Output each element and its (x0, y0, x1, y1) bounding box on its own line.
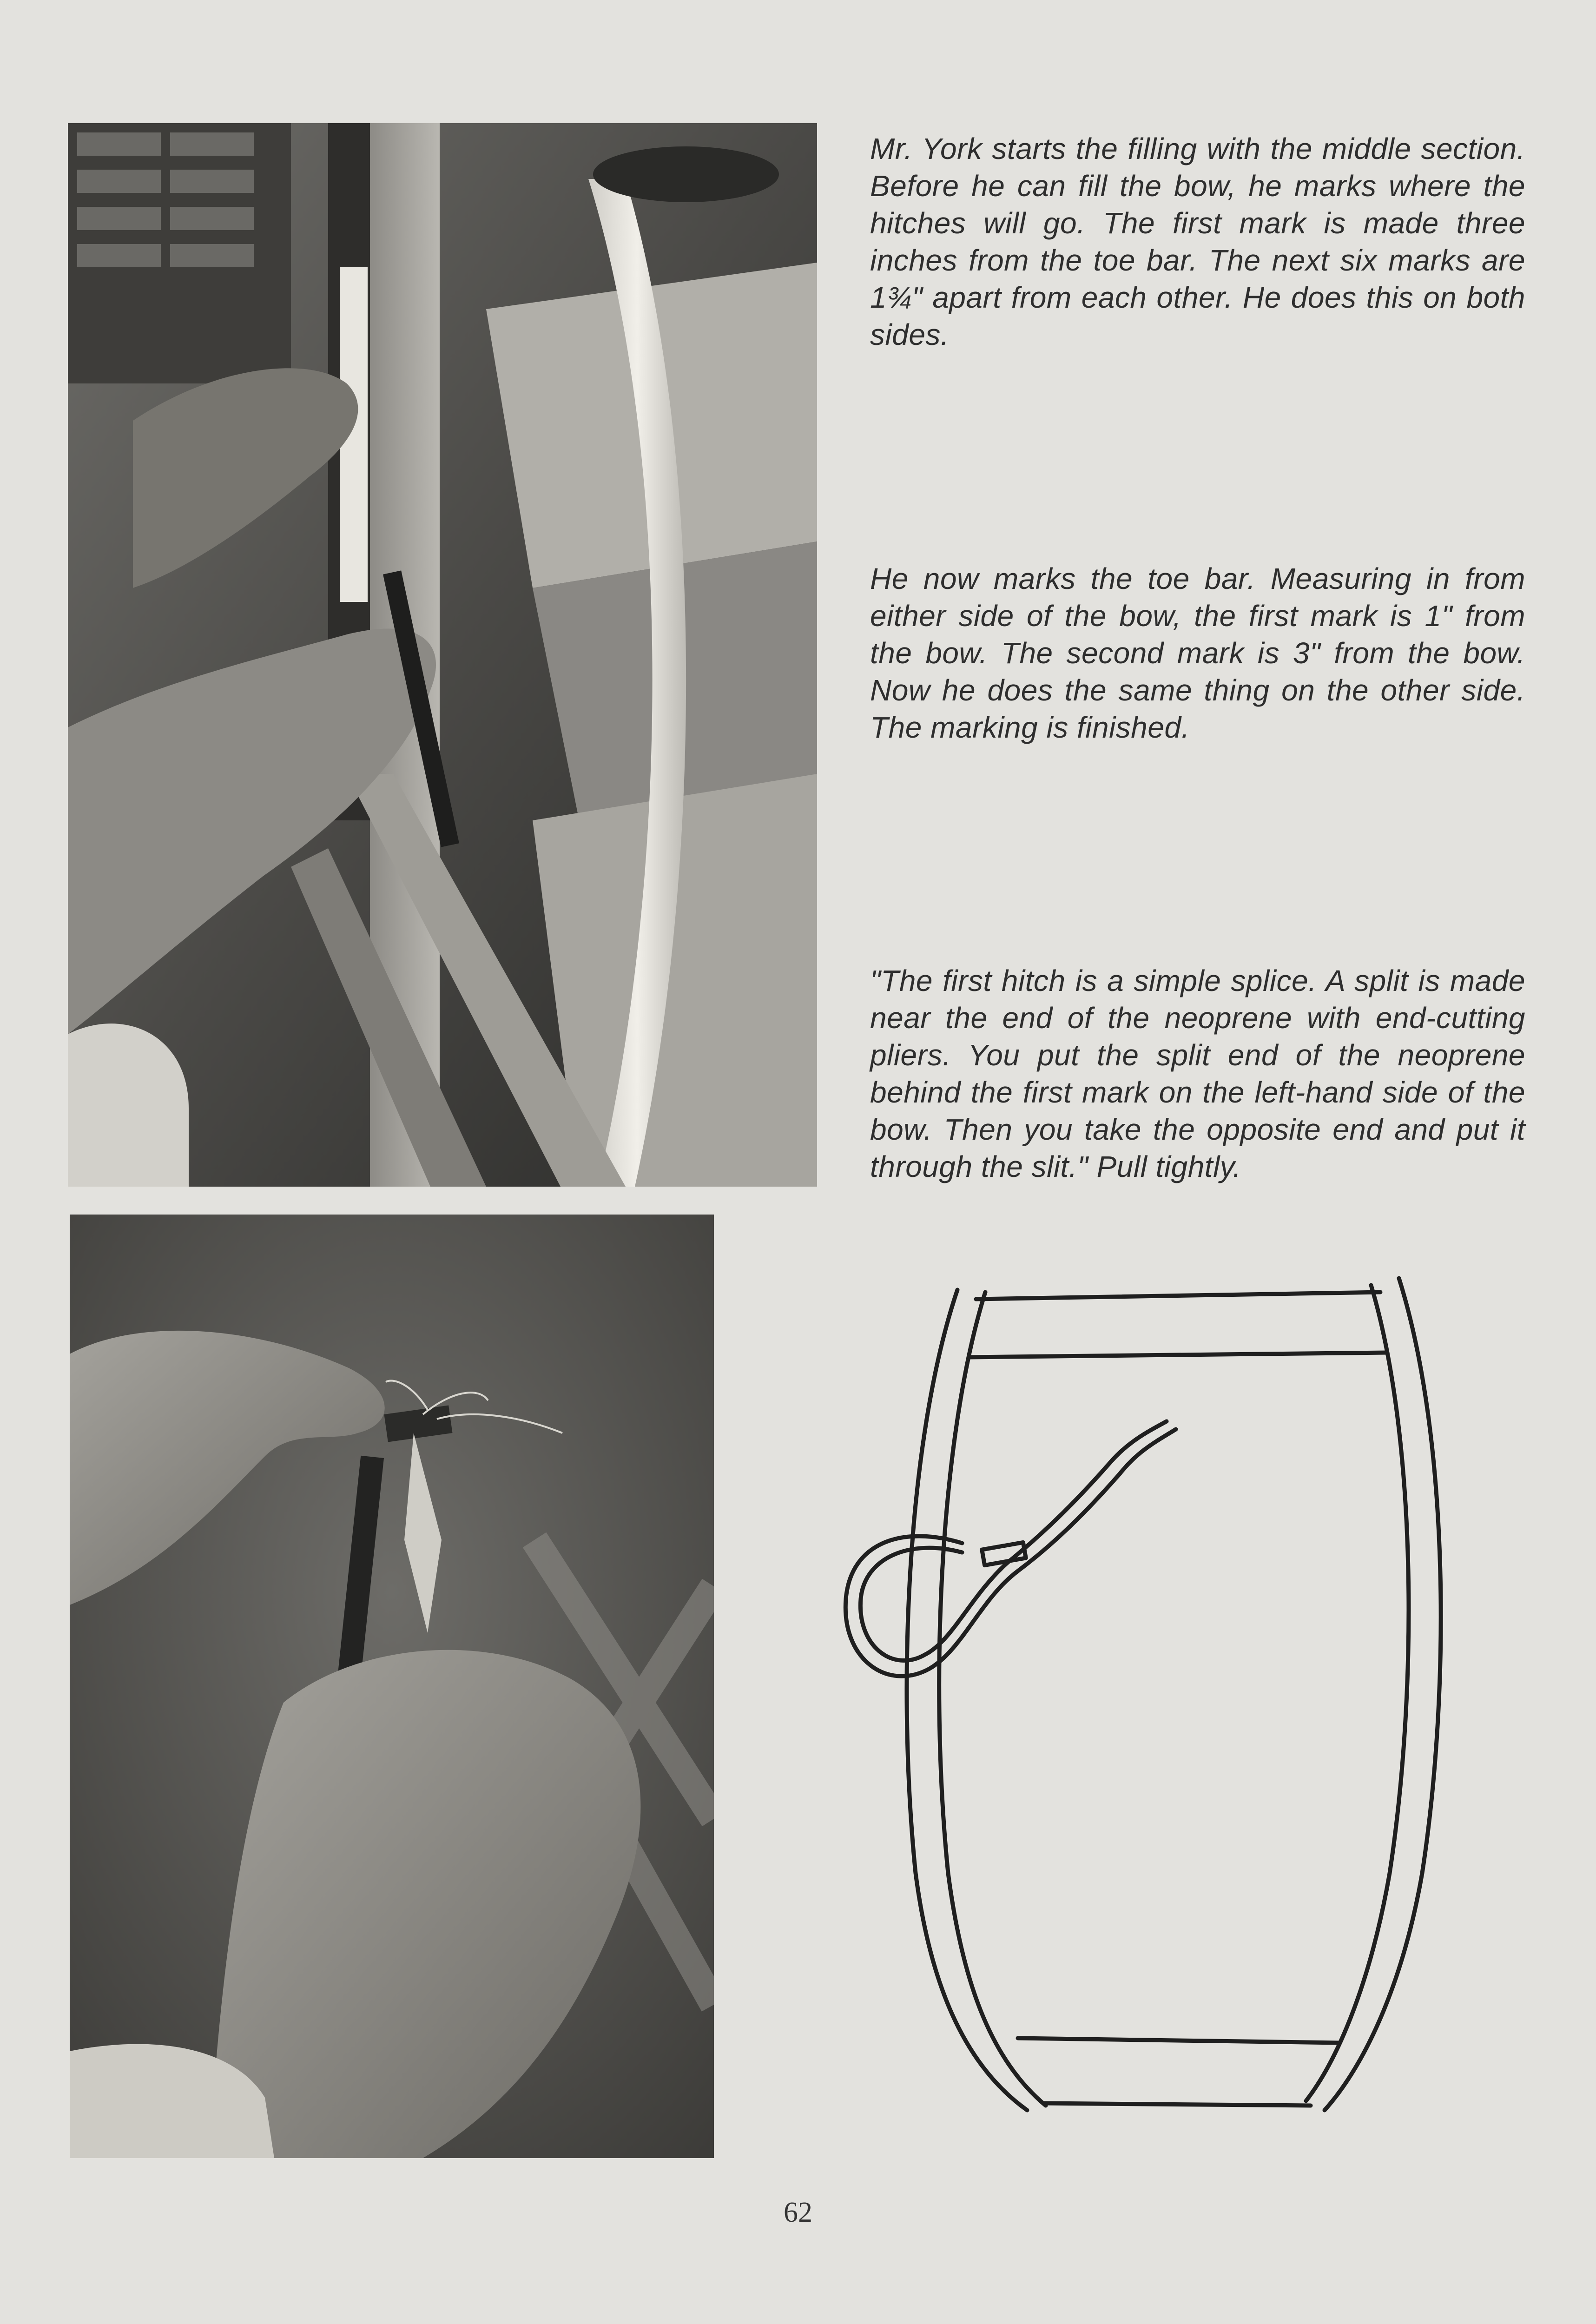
toe-bar-top-lower (969, 1353, 1387, 1357)
page-number: 62 (784, 2197, 812, 2228)
toe-bar-bottom-upper (1018, 2038, 1339, 2043)
bow-left-inner (939, 1292, 1046, 2106)
photo-measuring-bow (68, 123, 817, 1187)
toe-bar-top-upper (976, 1292, 1380, 1299)
photo-cutting-neoprene (70, 1215, 714, 2158)
bow-right-outer (1325, 1278, 1441, 2110)
photo-cutting-neoprene-image (70, 1215, 714, 2158)
bow-hitch-diagram (823, 1274, 1455, 2129)
bow-right-inner (1306, 1285, 1409, 2101)
bow-hitch-diagram-drawing (823, 1274, 1455, 2129)
caption-marking-bow: Mr. York starts the filling with the middle section. Before he can fill the bow, he marks where the hitches will go. The first mark is made three inches from the toe bar. The next six marks are 1¾" apart from each other. He does this on both sides. (870, 132, 1525, 351)
caption-first-hitch: "The first hitch is a simple splice. A split is made near the end of the neoprene with end-cutting pliers. You put the split end of the neoprene behind the first mark on the left-hand side of the bow. Then you take the opposite end and put it through the slit." Pull tightly. (870, 964, 1525, 1183)
caption-marking-toe-bar: He now marks the toe bar. Measuring in from either side of the bow, the first mark is 1" from the bow. The second mark is 3" from the bow. Now he does the same thing on the other side. The marking is finished. (870, 562, 1525, 744)
bow-left-outer (907, 1290, 1027, 2110)
photo-measuring-bow-image (68, 123, 817, 1187)
toe-bar-bottom-lower (1043, 2103, 1311, 2106)
